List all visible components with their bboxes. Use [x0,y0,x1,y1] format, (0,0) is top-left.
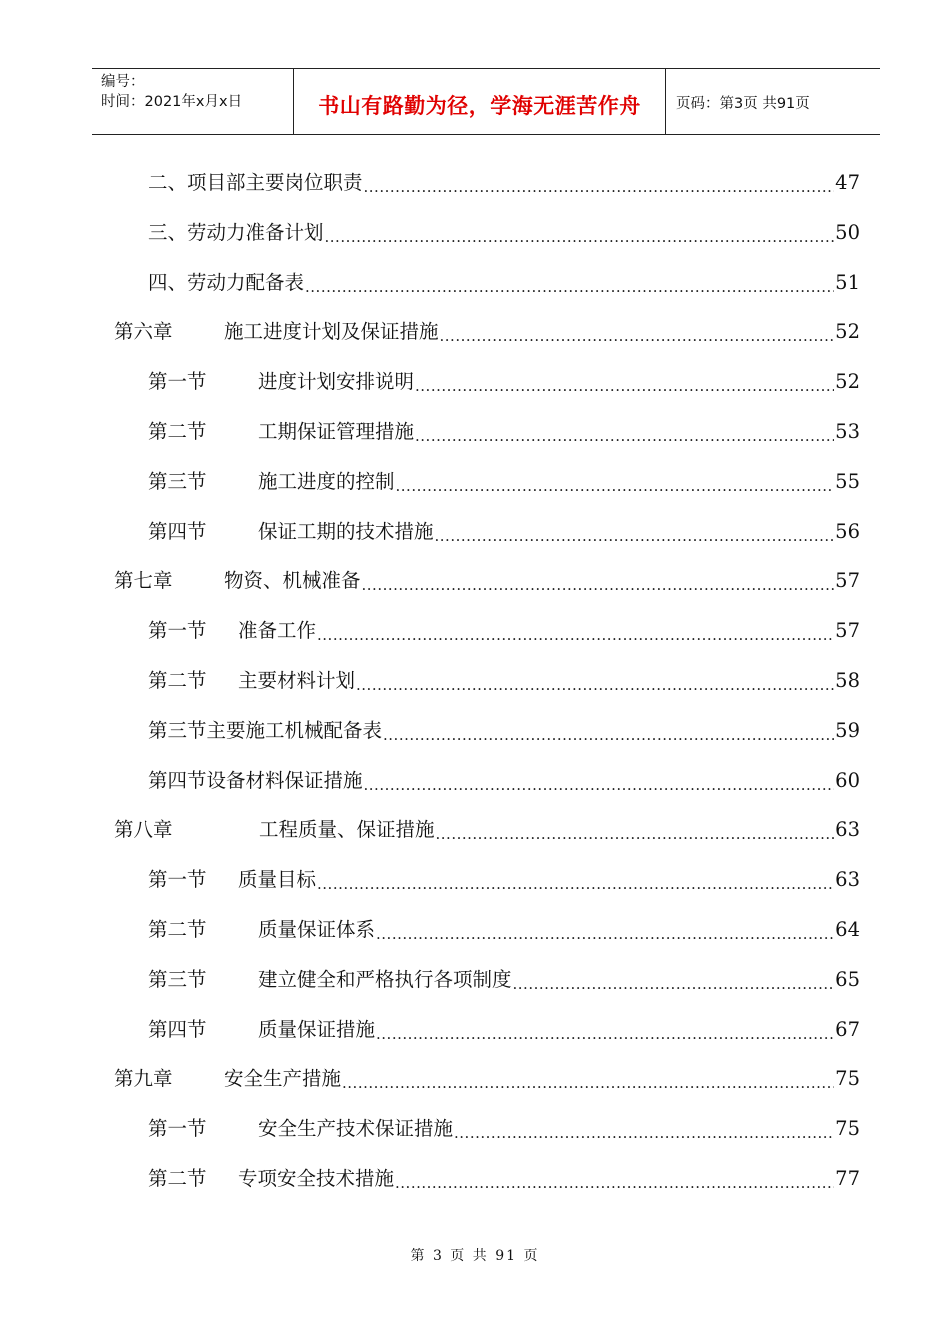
toc-entry-number: 第二节 [148,669,207,692]
page-footer [0,1245,950,1265]
toc-entry-page: 53 [835,420,860,443]
code-label: 编号： [101,74,145,90]
toc-entry-page: 52 [835,320,860,344]
toc-entry[interactable] [148,268,860,298]
toc-entry[interactable] [148,467,860,497]
toc-dot-leader [415,417,834,447]
toc-entry-title: 专项安全技术措施 [238,1167,395,1190]
toc-entry-number: 第一节 [148,868,207,892]
page-info-text: 页码：第3页 共91页 [676,96,810,112]
toc-entry-page: 52 [835,370,860,394]
toc-entry-number: 第二节 [148,420,207,443]
toc-entry-title: 二、项目部主要岗位职责 [148,171,363,194]
toc-entry[interactable] [148,865,860,895]
toc-entry[interactable] [148,766,860,796]
toc-entry[interactable] [148,517,860,547]
toc-dot-leader [362,566,835,596]
page-header [92,68,880,135]
toc-entry-title: 工程质量、保证措施 [259,818,435,842]
toc-entry-number: 第二节 [148,918,207,941]
toc-entry-page: 50 [835,220,860,244]
toc-entry-page: 64 [835,918,860,941]
header-motto-cell [293,69,666,134]
toc-entry[interactable] [148,417,860,447]
toc-entry-number: 第四节 [148,519,207,543]
toc-entry-title: 质量目标 [238,868,317,892]
toc-entry-title: 进度计划安排说明 [258,370,415,394]
footer-page-number: 第 3 页 共 91 页 [410,1248,540,1264]
toc-entry-number: 第三节 [148,469,207,493]
toc-entry-page: 59 [835,718,860,742]
toc-entry-title: 工期保证管理措施 [258,420,415,443]
header-meta [92,69,293,134]
toc-dot-leader [305,268,834,298]
toc-entry-number: 第一节 [148,370,207,394]
toc-entry-number: 第二节 [148,1167,207,1190]
toc-entry-number: 第八章 [114,818,173,842]
toc-dot-leader [356,666,834,696]
toc-entry-number: 第九章 [114,1067,173,1091]
time-label: 时间：2021年x月x日 [101,94,243,110]
toc-entry-title: 主要材料计划 [238,669,356,692]
toc-entry-page: 77 [835,1167,860,1190]
toc-entry-title: 质量保证措施 [258,1017,376,1041]
toc-dot-leader [396,467,835,497]
toc-dot-leader [325,218,835,248]
toc-entry-page: 67 [835,1017,860,1041]
toc-dot-leader [395,1164,834,1194]
toc-entry-page: 75 [835,1117,860,1141]
toc-entry-number: 第三节 [148,967,207,991]
toc-entry-title: 三、劳动力准备计划 [148,220,324,244]
toc-entry-page: 47 [835,171,860,194]
toc-dot-leader [317,616,834,646]
toc-dot-leader [436,815,835,845]
toc-entry-page: 57 [835,569,860,593]
toc-entry-page: 75 [835,1067,860,1091]
motto-text: 书山有路勤为径，学海无涯苦作舟 [318,94,641,118]
toc-entry-title: 第四节设备材料保证措施 [148,768,363,792]
toc-dot-leader [415,367,834,397]
toc-entry-title: 施工进度的控制 [258,469,395,493]
toc-entry-page: 60 [835,768,860,792]
toc-entry-title: 保证工期的技术措施 [258,519,434,543]
header-page-info [666,69,880,134]
toc-entry[interactable] [114,317,860,347]
toc-entry-number: 第四节 [148,1017,207,1041]
toc-entry[interactable] [148,367,860,397]
toc-dot-leader [513,965,835,995]
toc-entry-number: 第七章 [114,569,173,593]
toc-entry[interactable] [114,1064,860,1094]
toc-dot-leader [364,168,835,198]
toc-entry[interactable] [148,1164,860,1194]
toc-entry-page: 65 [835,967,860,991]
toc-entry[interactable] [148,965,860,995]
toc-entry-title: 质量保证体系 [258,918,376,941]
toc-entry-number: 第一节 [148,619,207,643]
toc-entry[interactable] [148,1015,860,1045]
toc-entry-title: 施工进度计划及保证措施 [224,320,439,344]
toc-dot-leader [317,865,834,895]
toc-entry[interactable] [148,1114,860,1144]
toc-entry-number: 第一节 [148,1117,207,1141]
toc-entry[interactable] [148,915,860,945]
toc-entry[interactable] [114,566,860,596]
toc-entry[interactable] [148,666,860,696]
toc-dot-leader [376,915,834,945]
toc-dot-leader [364,766,835,796]
toc-entry-title: 物资、机械准备 [224,569,361,593]
toc-dot-leader [383,716,834,746]
toc-entry-title: 安全生产技术保证措施 [258,1117,454,1141]
toc-entry[interactable] [114,815,860,845]
toc-dot-leader [454,1114,834,1144]
toc-entry-title: 四、劳动力配备表 [148,270,305,294]
toc-entry[interactable] [148,616,860,646]
toc-entry[interactable] [148,218,860,248]
toc-dot-leader [435,517,835,547]
toc-entry-page: 57 [835,619,860,643]
toc-entry-page: 63 [835,818,860,842]
toc-entry-page: 58 [835,669,860,692]
toc-dot-leader [342,1064,834,1094]
toc-entry-page: 51 [835,270,860,294]
toc-entry-page: 63 [835,868,860,892]
toc-entry-title: 安全生产措施 [224,1067,342,1091]
toc-entry-page: 55 [835,469,860,493]
toc-dot-leader [440,317,835,347]
toc-entry[interactable] [148,168,860,198]
toc-entry[interactable] [148,716,860,746]
toc-entry-title: 准备工作 [238,619,317,643]
toc-entry-title: 第三节主要施工机械配备表 [148,718,383,742]
toc-entry-page: 56 [835,519,860,543]
toc-entry-title: 建立健全和严格执行各项制度 [258,967,512,991]
toc-dot-leader [376,1015,834,1045]
toc-entry-number: 第六章 [114,320,173,344]
